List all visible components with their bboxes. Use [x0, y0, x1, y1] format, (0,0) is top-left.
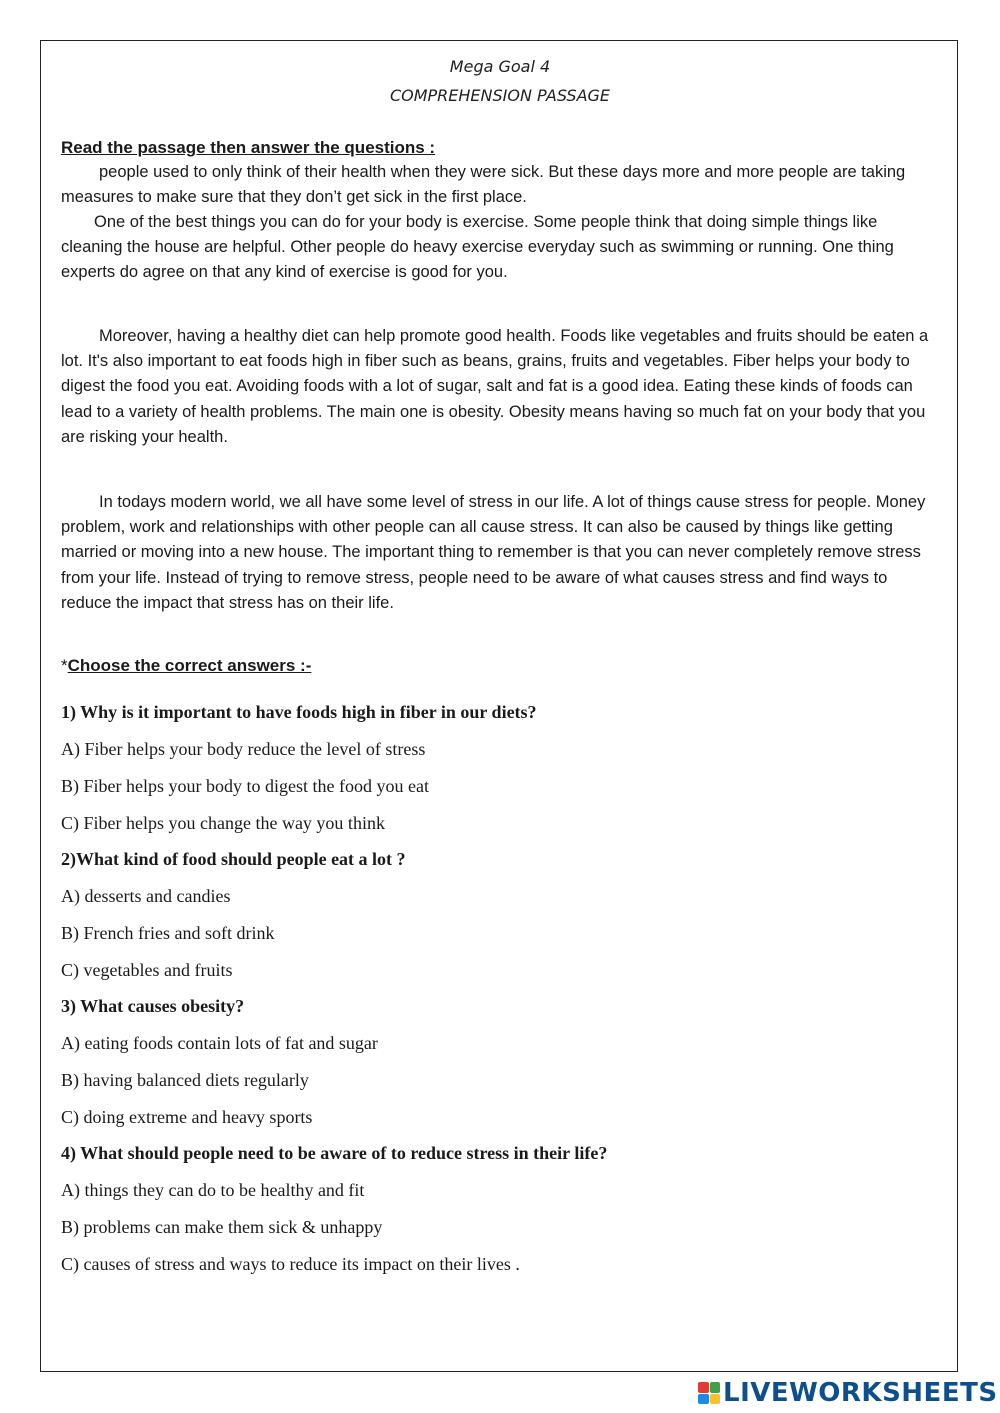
question-3-option-b[interactable]: B) having balanced diets regularly	[61, 1070, 309, 1090]
question-4-option-c[interactable]: C) causes of stress and ways to reduce its impact on their lives .	[61, 1254, 520, 1274]
worksheet-title: Mega Goal 4	[449, 57, 551, 76]
question-1-option-b[interactable]: B) Fiber helps your body to digest the food you eat	[61, 776, 429, 796]
logo-tile	[698, 1394, 709, 1405]
liveworksheets-logo-icon	[698, 1382, 720, 1404]
liveworksheets-logo-text: LIVEWORKSHEETS	[723, 1378, 998, 1408]
question-3-option-c[interactable]: C) doing extreme and heavy sports	[61, 1107, 313, 1127]
logo-tile	[710, 1382, 721, 1393]
question-2-option-c[interactable]: C) vegetables and fruits	[61, 960, 233, 980]
instruction-heading: Read the passage then answer the questions :	[61, 138, 436, 157]
worksheet-subtitle: COMPREHENSION PASSAGE	[389, 86, 611, 105]
passage-paragraph-4: In todays modern world, we all have some level of stress in our life. A lot of things cause stress for people. Money problem, work and relationships with other people can all cause stress. It can also be caused by things like getting married or moving into a new house. The important thing to remember is that you can never completely remove stress from your life. Instead of trying to remove stress, people need to be aware of what causes stress and find ways to reduce the impact that stress has on their life.	[61, 493, 926, 612]
liveworksheets-logo[interactable]	[698, 1378, 998, 1408]
question-1-option-c[interactable]: C) Fiber helps you change the way you think	[61, 813, 385, 833]
passage-paragraph-3: Moreover, having a healthy diet can help promote good health. Foods like vegetables and fruits should be eaten a lot. It's also important to eat foods high in fiber such as beans, grains, fruits and vegetables. Fiber helps your body to digest the food you eat. Avoiding foods with a lot of sugar, salt and fat is a good idea. Eating these kinds of foods can lead to a variety of health problems. The main one is obesity. Obesity means having so much fat on your body that you are risking your health.	[61, 327, 929, 446]
question-2-option-a[interactable]: A) desserts and candies	[61, 886, 231, 906]
choose-label: Choose the correct answers :-	[67, 656, 312, 675]
question-1: 1) Why is it important to have foods high in fiber in our diets?	[61, 702, 537, 722]
question-3-option-a[interactable]: A) eating foods contain lots of fat and sugar	[61, 1033, 378, 1053]
question-3: 3) What causes obesity?	[61, 996, 245, 1016]
question-4: 4) What should people need to be aware of to reduce stress in their life?	[61, 1143, 608, 1163]
logo-tile	[698, 1382, 709, 1393]
logo-tile	[710, 1394, 721, 1405]
passage-paragraph-1: people used to only think of their health when they were sick. But these days more and more people are taking measures to make sure that they don’t get sick in the first place.	[61, 163, 906, 207]
question-4-option-b[interactable]: B) problems can make them sick & unhappy	[61, 1217, 383, 1237]
question-4-option-a[interactable]: A) things they can do to be healthy and fit	[61, 1180, 365, 1200]
question-2-option-b[interactable]: B) French fries and soft drink	[61, 923, 275, 943]
choose-prefix: *	[61, 656, 68, 675]
choose-heading	[61, 656, 311, 676]
question-1-option-a[interactable]: A) Fiber helps your body reduce the level of stress	[61, 739, 426, 759]
passage-paragraph-2: One of the best things you can do for your body is exercise. Some people think that doing simple things like cleaning the house are helpful. Other people do heavy exercise everyday such as swimming or running. One thing experts do agree on that any kind of exercise is good for you.	[61, 213, 894, 282]
question-2: 2)What kind of food should people eat a lot ?	[61, 849, 406, 869]
